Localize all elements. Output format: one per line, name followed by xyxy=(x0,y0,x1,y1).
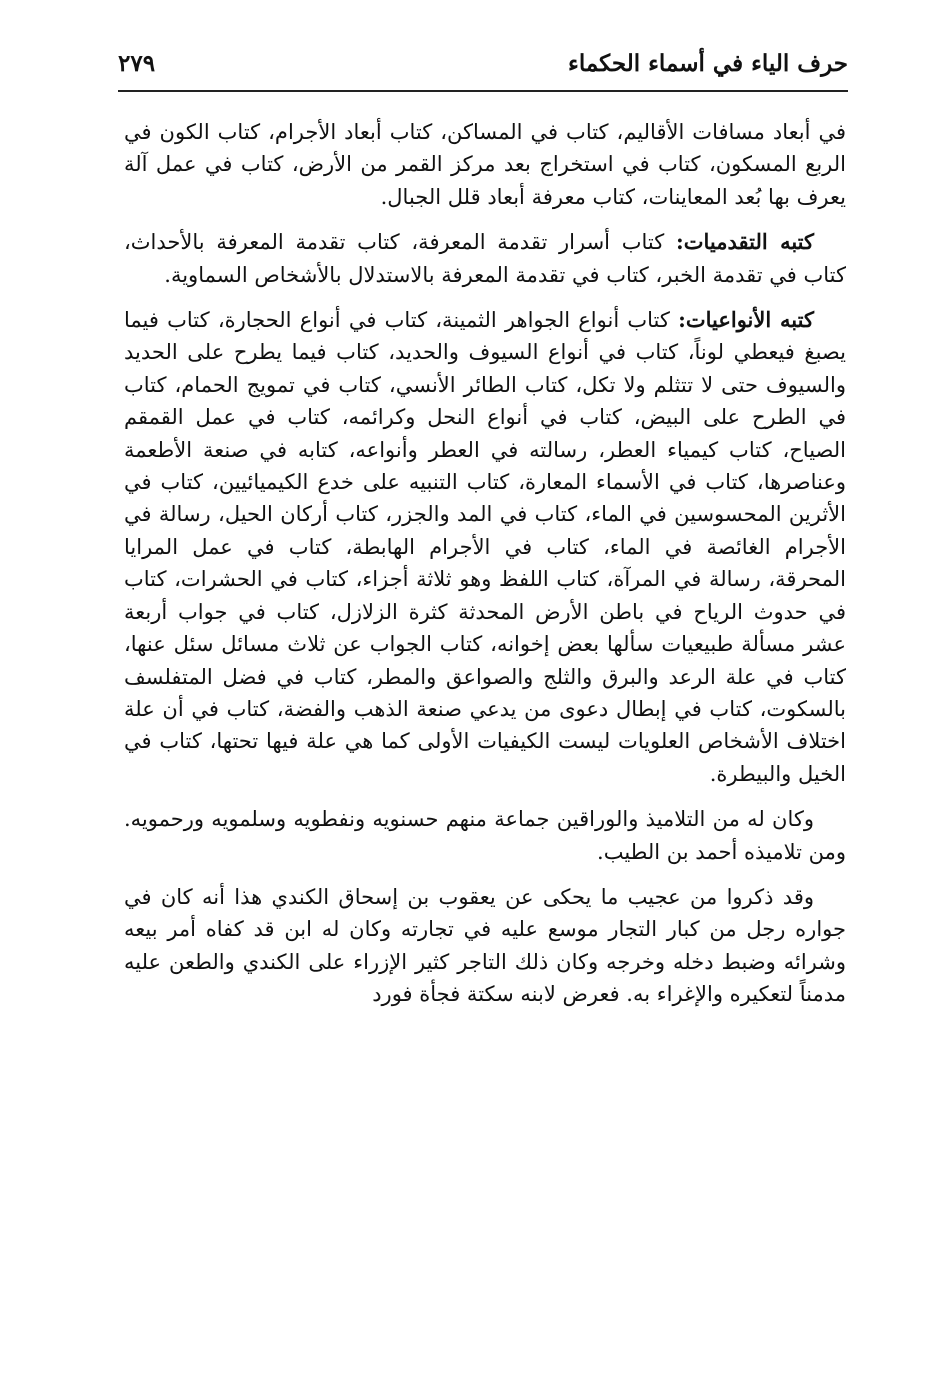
paragraph-5 xyxy=(124,881,846,1011)
paragraph-text: في أبعاد مسافات الأقاليم، كتاب في المساكن، كتاب أبعاد الأجرام، كتاب الكون في الربع المسكون، كتاب في استخراج بعد مركز القمر من الأرض، كتاب في عمل آلة يعرف بها بُعد المعاينات، كتاب معرفة أبعاد قلل الجبال. xyxy=(124,120,846,209)
paragraph-3 xyxy=(124,304,846,790)
paragraph-text: وكان له من التلاميذ والوراقين جماعة منهم حسنويه ونفطويه وسلمويه ورحمويه. ومن تلاميذه أحمد بن الطيب. xyxy=(124,807,846,864)
paragraph-2 xyxy=(124,226,846,291)
body-text xyxy=(124,116,846,1024)
header-title: حرف الياء في أسماء الحكماء xyxy=(568,50,848,77)
header-rule xyxy=(118,90,848,92)
paragraph-text: وقد ذكروا من عجيب ما يحكى عن يعقوب بن إسحاق الكندي هذا أنه كان في جواره رجل من كبار التجار موسع عليه في تجارته وكان له ابن قد كفاه أمر بيعه وشرائه وضبط دخله وخرجه وكان ذلك التاجر كثير الإزراء على الكندي والطعن عليه مدمناً لتعكيره والإغراء به. فعرض لابنه سكتة فجأة فورد xyxy=(124,884,846,1007)
page-number: ٢٧٩ xyxy=(118,50,156,77)
paragraph-lead: كتبه التقدميات: xyxy=(675,229,814,255)
running-header xyxy=(118,44,848,92)
paragraph-text: كتاب أنواع الجواهر الثمينة، كتاب في أنواع الحجارة، كتاب فيما يصبغ فيعطي لوناً، كتاب في أنواع السيوف والحديد، كتاب فيما يطرح على الحديد والسيوف حتى لا تتثلم ولا تكل، كتاب الطائر الأنسي، كتاب في تمويج الحمام، كتاب في الطرح على البيض، كتاب في أنواع النحل وكرائمه، كتاب في عمل القمقم الصياح، كتاب كيمياء العطر، رسالته في العطر وأنواعه، كتابه في صنعة الأطعمة وعناصرها، كتاب في الأسماء المعارة، كتاب التنبيه على خدع الكيميائيين، كتاب في الأثرين المحسوسين في الماء، كتاب في المد والجزر، كتاب أركان الحيل، رسالة في الأجرام الغائصة في الماء، كتاب في الأجرام الهابطة، كتاب في عمل المرايا المحرقة، رسالة في المرآة، كتاب اللفظ وهو ثلاثة أجزاء، كتاب في الحشرات، كتاب في حدوث الرياح في باطن الأرض المحدثة كثرة الزلازل، كتاب في جواب أربعة عشر مسألة طبيعيات سألها بعض إخوانه، كتاب الجواب عن ثلاث مسائل سئل عنها، كتاب في علة الرعد والبرق والثلج والصواعق والمطر، كتاب في فضل المتفلسف بالسكوت، كتاب في إبطال دعوى من يدعي صنعة الذهب والفضة، كتاب في أن علة اختلاف الأشخاص العلويات ليست الكيفيات الأولى كما هي علة فيها تحتها، كتاب في الخيل والبيطرة. xyxy=(124,308,846,786)
paragraph-text: كتاب أسرار تقدمة المعرفة، كتاب تقدمة المعرفة بالأحداث، كتاب في تقدمة الخبر، كتاب في تقدمة المعرفة بالاستدلال بالأشخاص السماوية. xyxy=(124,230,846,287)
paragraph-4 xyxy=(124,803,846,868)
paragraph-1 xyxy=(124,116,846,213)
paragraph-lead: كتبه الأنواعيات: xyxy=(678,307,814,333)
